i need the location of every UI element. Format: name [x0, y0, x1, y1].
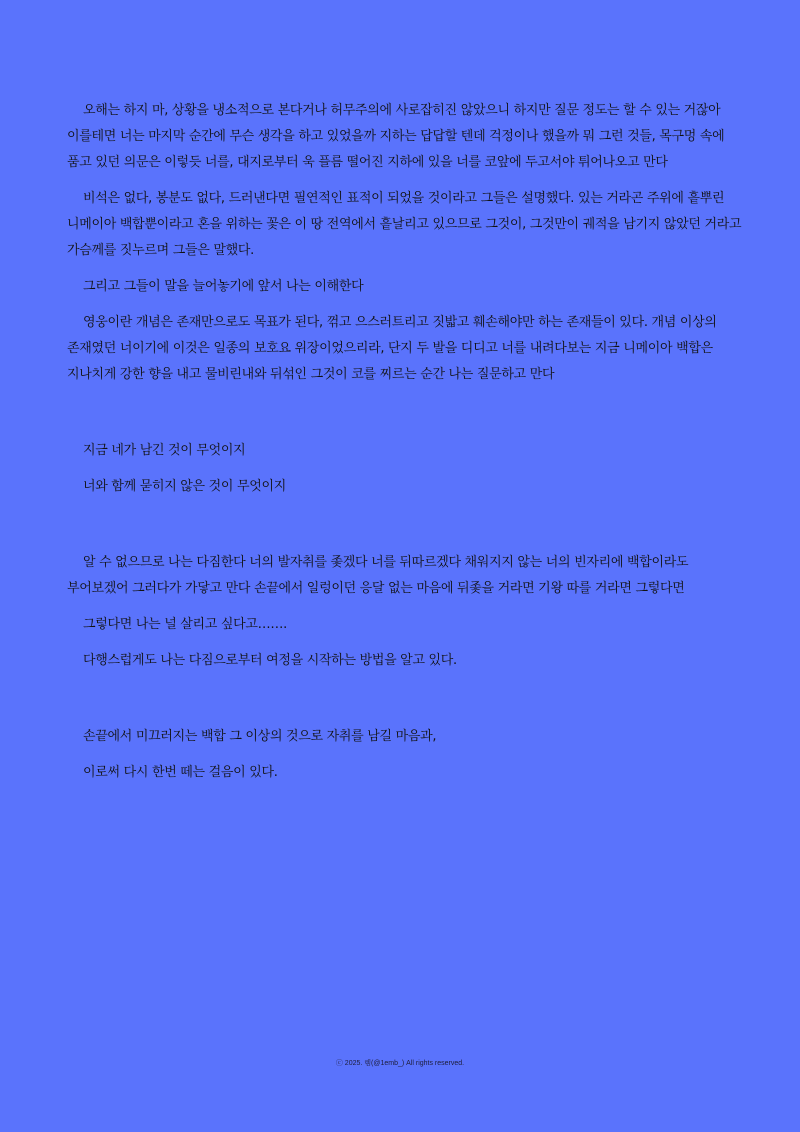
- paragraph: 영웅이란 개념은 존재만으로도 목표가 된다, 꺾고 으스러트리고 짓밟고 훼손해야만 하는 존재들이 있다. 개념 이상의 존재였던 너이기에 이것은 일종의 보호요 위장이었으리라, 단지 두 발을 디디고 너를 내려다보는 지금 니메이아 백합은 지나치게 강한 향을 내고 물비린내와 뒤섞인 그것이 코를 찌르는 순간 나는 질문하고 만다: [67, 315, 717, 382]
- section-gap: [67, 684, 742, 724]
- paragraph: 이로써 다시 한번 떼는 걸음이 있다.: [83, 765, 278, 780]
- paragraph: 알 수 없으므로 나는 다짐한다 너의 발자취를 좇겠다 너를 뒤따르겠다 채워지지 않는 너의 빈자리에 백합이라도 부어보겠어 그러다가 가닿고 만다 손끝에서 일렁이던 응달 없는 마음에 뒤좇을 거라면 기왕 따를 거라면 그렇다면: [67, 555, 689, 596]
- body-text: [67, 98, 742, 796]
- paragraph: 너와 함께 묻히지 않은 것이 무엇이지: [83, 479, 287, 494]
- paragraph: 오해는 하지 마, 상황을 냉소적으로 본다거나 허무주의에 사로잡히진 않았으니 하지만 질문 정도는 할 수 있는 거잖아 이를테면 너는 마지막 순간에 무슨 생각을 하고 있었을까 지하는 답답할 텐데 걱정이나 했을까 뭐 그런 것들, 목구멍 속에 품고 있던 의문은 이렇듯 너를, 대지로부터 욱 플름 떨어진 지하에 있을 너를 코앞에 두고서야 튀어나오고 만다: [67, 103, 725, 170]
- paragraph: 지금 네가 남긴 것이 무엇이지: [83, 443, 246, 458]
- paragraph: 다행스럽게도 나는 다짐으로부터 여정을 시작하는 방법을 알고 있다.: [83, 653, 457, 668]
- paragraph: 손끝에서 미끄러지는 백합 그 이상의 것으로 자취를 남길 마음과,: [83, 729, 437, 744]
- copyright-footer: ⓒ 2025. 렘(@1emb_) All rights reserved.: [335, 1060, 465, 1067]
- paragraph: 비석은 없다, 봉분도 없다, 드러낸다면 필연적인 표적이 되었을 것이라고 그들은 설명했다. 있는 거라곤 주위에 흩뿌린 니메이아 백합뿐이라고 혼을 위하는 꽃은 이 땅 전역에서 흩날리고 있으므로 그것이, 그것만이 궤적을 남기지 않았던 거라고 가슴께를 짓누르며 그들은 말했다.: [67, 191, 742, 258]
- paragraph: 그리고 그들이 말을 늘어놓기에 앞서 나는 이해한다: [83, 279, 364, 294]
- paragraph: 그렇다면 나는 널 살리고 싶다고…….: [83, 617, 287, 632]
- section-gap: [67, 510, 742, 550]
- section-gap: [67, 398, 742, 438]
